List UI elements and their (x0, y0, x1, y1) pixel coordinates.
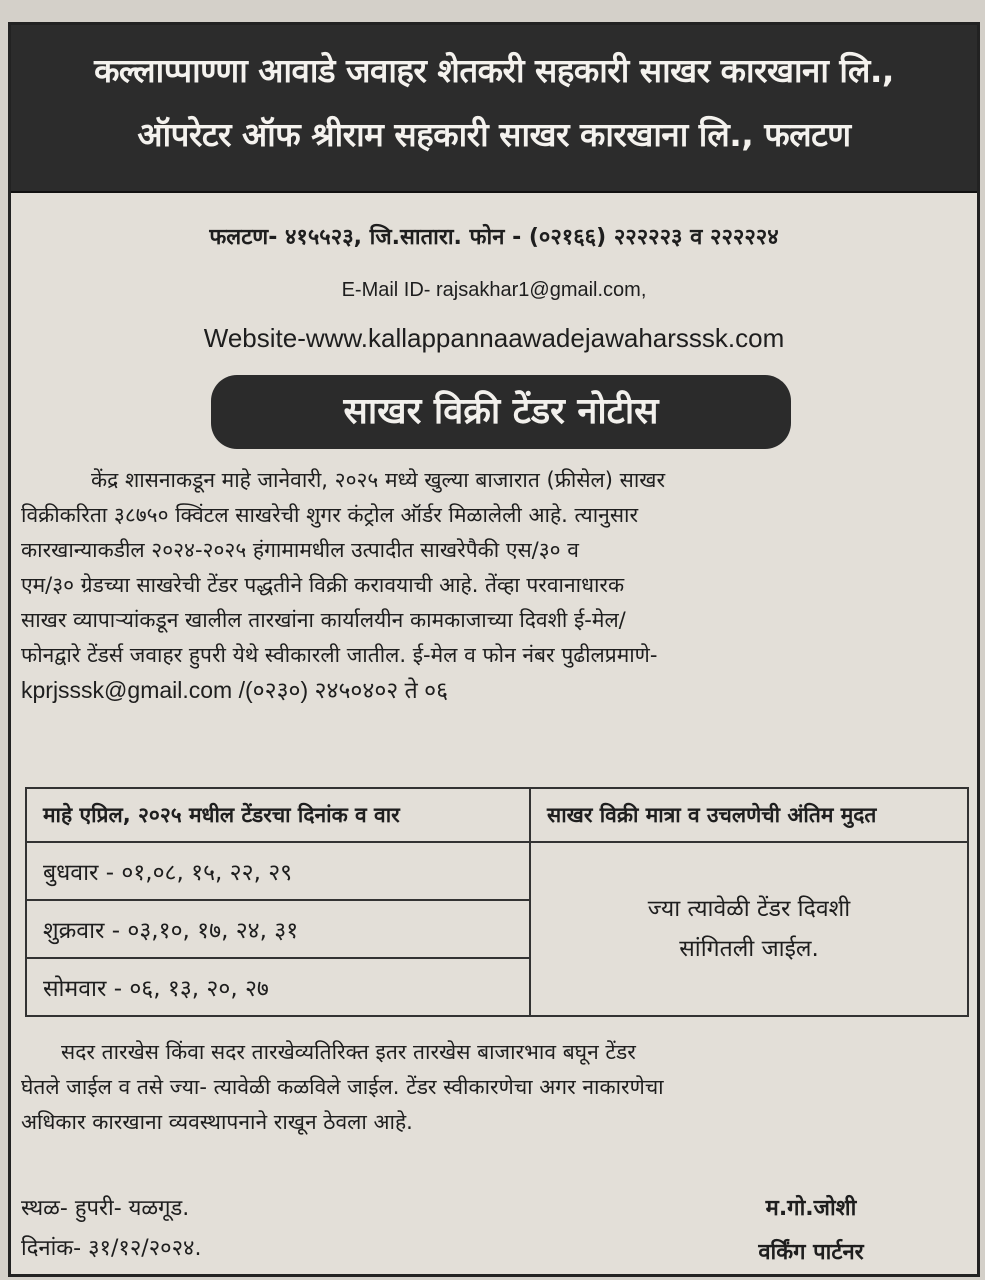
tender-schedule-table (25, 787, 969, 1017)
deadline-line: सांगितली जाईल. (679, 936, 819, 962)
deadline-cell (530, 842, 968, 1016)
body-line: साखर व्यापाऱ्यांकडून खालील तारखांना कार्यालयीन कामकाजाच्या दिवशी ई-मेल/ (21, 608, 626, 632)
signatory-title: वर्किंग पार्टनर (758, 1240, 864, 1265)
signatory (701, 1187, 921, 1275)
notice-body (21, 463, 966, 708)
tender-days-wednesday: बुधवार - ०१,०८, १५, २२, २९ (26, 842, 530, 900)
tender-days-friday: शुक्रवार - ०३,१०, १७, २४, ३१ (26, 900, 530, 958)
body-line: फोनद्वारे टेंडर्स जवाहर हुपरी येथे स्वीकारली जातील. ई-मेल व फोन नंबर पुढीलप्रमाणे- (21, 643, 658, 667)
body-line: विक्रीकरिता ३८७५० क्विंटल साखरेची शुगर कंट्रोल ऑर्डर मिळालेली आहे. त्यानुसार (21, 503, 639, 527)
table-row (26, 842, 968, 900)
company-name: कल्लाप्पाण्णा आवाडे जवाहर शेतकरी सहकारी साखर कारखाना लि., (94, 51, 894, 90)
closing-line: सदर तारखेस किंवा सदर तारखेव्यतिरिक्त इतर तारखेस बाजारभाव बघून टेंडर (61, 1040, 636, 1064)
tender-days-monday: सोमवार - ०६, १३, २०, २७ (26, 958, 530, 1016)
tender-contact-line: kprjsssk@gmail.com /(०२३०) २४५०४०२ ते ०६ (21, 677, 449, 703)
body-line: केंद्र शासनाकडून माहे जानेवारी, २०२५ मध्ये खुल्या बाजारात (फ्रीसेल) साखर (91, 468, 666, 492)
body-line: एम/३० ग्रेडच्या साखरेची टेंडर पद्धतीने विक्री करावयाची आहे. तेंव्हा परवानाधारक (21, 573, 625, 597)
place-date (21, 1189, 201, 1269)
date: दिनांक- ३१/१२/२०२४. (21, 1236, 202, 1261)
col-deadline-header: साखर विक्री मात्रा व उचलणेची अंतिम मुदत (530, 788, 968, 842)
company-operator-line: ऑपरेटर ऑफ श्रीराम सहकारी साखर कारखाना लि., फलटण (137, 115, 851, 154)
closing-line: घेतले जाईल व तसे ज्या- त्यावेळी कळविले जाईल. टेंडर स्वीकारणेचा अगर नाकारणेचा (21, 1075, 664, 1099)
place: स्थळ- हुपरी- यळगूड. (21, 1196, 190, 1221)
notice-title: साखर विक्री टेंडर नोटीस (211, 375, 791, 449)
closing-line: अधिकार कारखाना व्यवस्थापनाने राखून ठेवला आहे. (21, 1110, 413, 1134)
address-phone: फलटण- ४१५५२३, जि.सातारा. फोन - (०२१६६) २२२२२३ व २२२२२४ (209, 225, 779, 250)
signatory-name: म.गो.जोशी (765, 1196, 857, 1221)
email-id: E-Mail ID- rajsakhar1@gmail.com, (341, 279, 647, 301)
table-header-row (26, 788, 968, 842)
deadline-line: ज्या त्यावेळी टेंडर दिवशी (647, 896, 851, 922)
company-header (11, 25, 977, 193)
tender-notice (8, 22, 980, 1277)
closing-paragraph (21, 1035, 966, 1140)
website: Website-www.kallappannaawadejawaharsssk.com (203, 323, 785, 353)
body-line: कारखान्याकडील २०२४-२०२५ हंगामामधील उत्पादीत साखरेपैकी एस/३० व (21, 538, 579, 562)
col-dates-header: माहे एप्रिल, २०२५ मधील टेंडरचा दिनांक व वार (26, 788, 530, 842)
